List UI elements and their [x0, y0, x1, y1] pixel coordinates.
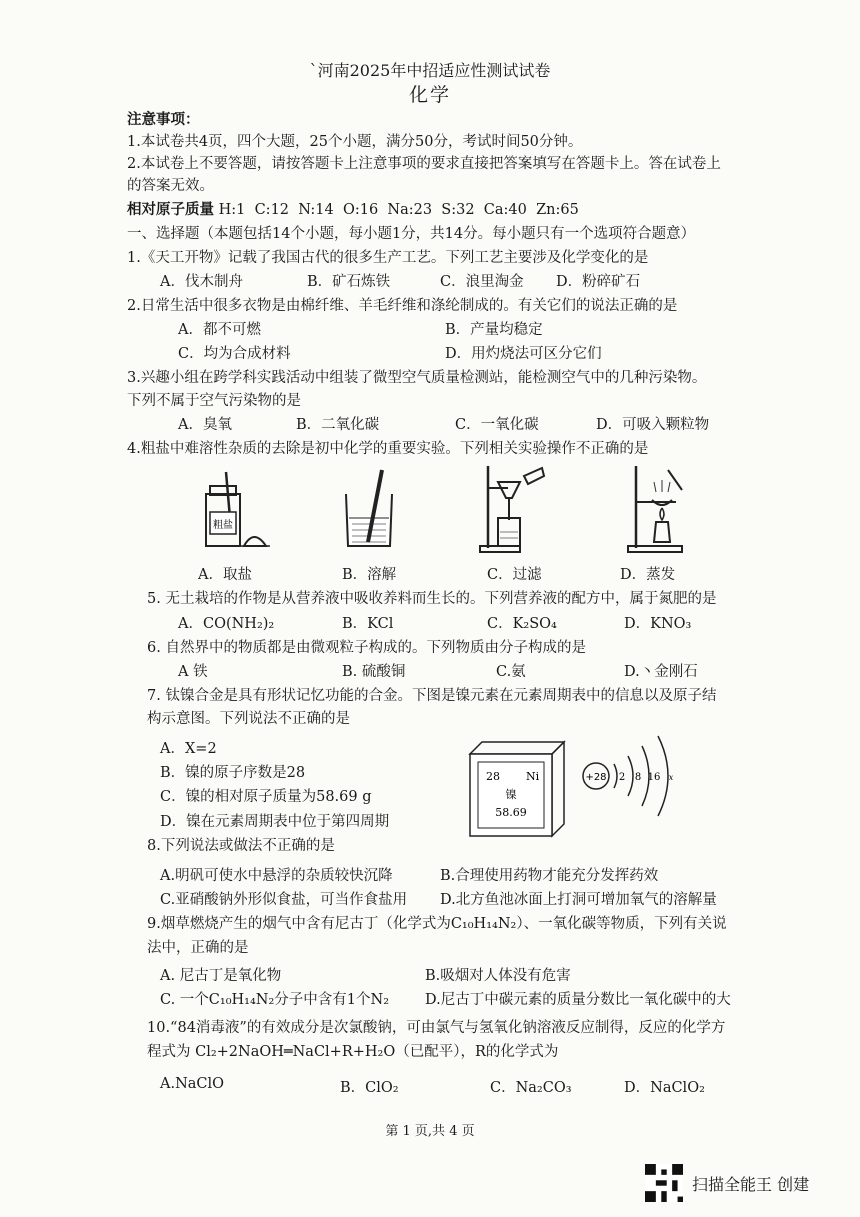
q3-option-b: B．二氧化碳: [296, 417, 380, 433]
section-1-heading: 一、选择题（本题包括14个小题，每小题1分，共14分。每小题只有一个选项符合题意）: [127, 226, 696, 242]
q1-option-a: A．伐木制舟: [160, 274, 243, 290]
evaporation-figure: [622, 462, 696, 554]
q4-stem: 4.粗盐中难溶性杂质的去除是初中化学的重要实验。下列相关实验操作不正确的是: [127, 441, 649, 457]
q1-option-c: C．浪里淘金: [440, 274, 524, 290]
atomic-mass-values: H:1 C:12 N:14 O:16 Na:23 S:32 Ca:40 Zn:65: [218, 202, 579, 218]
q9-option-b: B.吸烟对人体没有危害: [425, 968, 571, 984]
q7-stem-2: 构示意图。下列说法不正确的是: [147, 711, 350, 727]
q5-option-a: A．CO(NH₂)₂: [178, 616, 275, 632]
q1-option-b: B．矿石炼铁: [307, 274, 391, 290]
q3-option-a: A．臭氧: [178, 417, 232, 433]
q10-option-d: D．NaClO₂: [624, 1080, 705, 1096]
q8-stem: 8.下列说法或做法不正确的是: [147, 838, 335, 854]
q6-option-a: A 铁: [178, 664, 208, 680]
nickel-atom-structure: [580, 726, 690, 826]
q6-option-d: D.丶金刚石: [624, 664, 698, 680]
exam-title: `河南2025年中招适应性测试试卷: [309, 61, 551, 80]
q9-stem-1: 9.烟草燃烧产生的烟气中含有尼古丁（化学式为C₁₀H₁₄N₂）、一氧化碳等物质，下列有关说: [147, 916, 727, 932]
q9-option-a: A. 尼古丁是氧化物: [160, 968, 282, 984]
shell-1-count: 2: [618, 772, 626, 783]
qr-code-icon: [645, 1164, 683, 1202]
q4-option-b: B．溶解: [342, 567, 397, 583]
exam-subject: 化学: [408, 84, 451, 106]
q2-option-a: A．都不可燃: [178, 322, 261, 338]
q5-option-b: B．KCl: [342, 616, 394, 632]
q2-option-c: C．均为合成材料: [178, 346, 291, 362]
notes-item-2b: 的答案无效。: [127, 178, 214, 194]
q7-stem-1: 7. 钛镍合金是具有形状记忆功能的合金。下图是镍元素在元素周期表中的信息以及原子结: [147, 688, 717, 704]
q4-option-c: C．过滤: [487, 567, 542, 583]
shell-3-count: 16: [647, 772, 661, 783]
q3-option-c: C．一氧化碳: [455, 417, 539, 433]
element-mass: 58.69: [495, 806, 527, 819]
q7-option-b: B．镍的原子序数是28: [160, 765, 306, 781]
q8-option-c: C.亚硝酸钠外形似食盐，可当作食盐用: [160, 892, 408, 908]
q9-stem-2: 法中，正确的是: [147, 940, 249, 956]
q4-option-a: A．取盐: [198, 567, 252, 583]
q3-stem-1: 3.兴趣小组在跨学科实践活动中组装了微型空气质量检测站，能检测空气中的几种污染物。: [127, 370, 707, 386]
shell-2-count: 8: [634, 772, 642, 783]
q3-stem-2: 下列不属于空气污染物的是: [127, 393, 301, 409]
nickel-element-cell: [468, 740, 568, 840]
element-number: 28: [486, 770, 500, 783]
jar-label: 粗盐: [213, 520, 233, 531]
q2-option-d: D．用灼烧法可区分它们: [445, 346, 602, 362]
q7-option-a: A．X=2: [160, 741, 217, 757]
q10-stem-1: 10.“84消毒液”的有效成分是次氯酸钠，可由氯气与氢氧化钠溶液反应制得，反应的化学方: [147, 1020, 726, 1036]
q6-option-b: B. 硫酸铜: [342, 664, 406, 680]
q10-stem-2: 程式为 Cl₂+2NaOH═NaCl+R+H₂O（已配平），R的化学式为: [147, 1044, 559, 1060]
filtration-figure: [476, 462, 556, 554]
shell-4-count: x: [668, 773, 674, 782]
q10-option-c: C．Na₂CO₃: [490, 1080, 572, 1096]
q5-option-d: D．KNO₃: [624, 616, 692, 632]
notes-item-2a: 2.本试卷上不要答题，请按答题卡上注意事项的要求直接把答案填写在答题卡上。答在试卷上: [127, 156, 721, 172]
atomic-mass-line: [127, 198, 579, 219]
q8-option-a: A.明矾可使水中悬浮的杂质较快沉降: [160, 868, 393, 884]
q1-stem: 1.《天工开物》记载了我国古代的很多生产工艺。下列工艺主要涉及化学变化的是: [127, 250, 649, 266]
atomic-mass-label: 相对原子质量: [127, 201, 214, 218]
page-number: 第 1 页,共 4 页: [385, 1124, 475, 1139]
q6-stem: 6. 自然界中的物质都是由微观粒子构成的。下列物质由分子构成的是: [147, 640, 586, 656]
salt-jar-figure: [196, 466, 274, 550]
q10-option-a: A.NaClO: [160, 1076, 225, 1092]
q5-stem: 5. 无土栽培的作物是从营养液中吸收养料而生长的。下列营养液的配方中，属于氮肥的是: [147, 591, 717, 607]
q9-option-c: C. 一个C₁₀H₁₄N₂分子中含有1个N₂: [160, 992, 390, 1008]
beaker-figure: [340, 468, 400, 550]
q2-option-b: B．产量均稳定: [445, 322, 543, 338]
nucleus-charge: +28: [585, 772, 607, 783]
q7-option-c: C．镍的相对原子质量为58.69 g: [160, 789, 372, 805]
notes-item-1: 1.本试卷共4页，四个大题，25个小题，满分50分，考试时间50分钟。: [127, 134, 583, 150]
q2-stem: 2.日常生活中很多衣物是由棉纤维、羊毛纤维和涤纶制成的。有关它们的说法正确的是: [127, 298, 678, 314]
element-name: 镍: [505, 788, 517, 801]
q6-option-c: C.氨: [496, 664, 526, 680]
element-symbol: Ni: [526, 770, 540, 783]
q3-option-d: D．可吸入颗粒物: [596, 417, 710, 433]
q1-option-d: D．粉碎矿石: [556, 274, 641, 290]
q8-option-d: D.北方鱼池冰面上打洞可增加氧气的溶解量: [440, 892, 717, 908]
q4-option-d: D．蒸发: [620, 567, 676, 583]
q5-option-c: C．K₂SO₄: [487, 616, 557, 632]
q8-option-b: B.合理使用药物才能充分发挥药效: [440, 868, 659, 884]
q7-option-d: D．镍在元素周期表中位于第四周期: [160, 814, 390, 830]
notes-heading: 注意事项：: [127, 111, 200, 128]
q9-option-d: D.尼古丁中碳元素的质量分数比一氧化碳中的大: [425, 992, 731, 1008]
q10-option-b: B．ClO₂: [340, 1080, 399, 1096]
scanner-watermark: 扫描全能王 创建: [692, 1175, 810, 1194]
